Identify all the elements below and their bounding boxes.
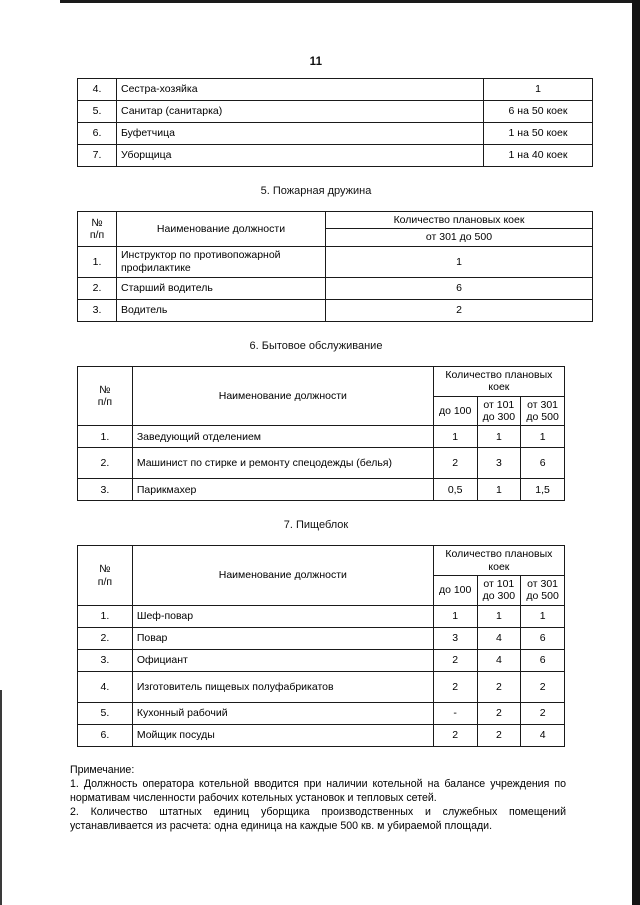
header-number-line1: № xyxy=(99,383,111,396)
header-beds-range-2: от 101 до 300 xyxy=(477,576,521,606)
row-value: 3 xyxy=(433,627,477,649)
notes-block xyxy=(70,763,566,833)
row-number: 5. xyxy=(78,101,117,123)
row-position: Мойщик посуды xyxy=(132,724,433,746)
row-value: 2 xyxy=(326,299,593,321)
table-row xyxy=(78,123,593,145)
row-value: 3 xyxy=(477,448,521,479)
row-position: Официант xyxy=(132,649,433,671)
row-value: 1 xyxy=(477,605,521,627)
table-row xyxy=(78,479,565,501)
row-value: 2 xyxy=(433,671,477,702)
row-value: 1 xyxy=(477,479,521,501)
row-position: Заведующий отделением xyxy=(132,426,433,448)
row-value: 2 xyxy=(433,649,477,671)
table-row xyxy=(78,145,593,167)
row-position: Машинист по стирке и ремонту спецодежды (белья) xyxy=(132,448,433,479)
row-value: 1 xyxy=(521,426,565,448)
table-row xyxy=(78,101,593,123)
header-number-line2: п/п xyxy=(97,396,113,408)
section-title-7: 7. Пищеблок xyxy=(283,519,349,532)
table-row xyxy=(78,79,593,101)
table-row xyxy=(78,605,565,627)
header-beds-range-1: от 301 до 500 xyxy=(326,229,593,246)
row-number: 3. xyxy=(78,479,133,501)
row-position: Старший водитель xyxy=(117,277,326,299)
row-value: 6 xyxy=(326,277,593,299)
table-row xyxy=(78,627,565,649)
row-value: 1 xyxy=(477,426,521,448)
row-position: Кухонный рабочий xyxy=(132,702,433,724)
row-position: Буфетчица xyxy=(117,123,484,145)
row-number: 4. xyxy=(78,79,117,101)
row-number: 2. xyxy=(78,448,133,479)
row-value: 2 xyxy=(477,724,521,746)
row-number: 6. xyxy=(78,123,117,145)
notes-heading: Примечание: xyxy=(70,763,135,776)
row-position: Парикмахер xyxy=(132,479,433,501)
row-value: 2 xyxy=(433,724,477,746)
row-number: 1. xyxy=(78,605,133,627)
header-position-column: Наименование должности xyxy=(117,212,326,247)
row-number: 7. xyxy=(78,145,117,167)
table-header-row xyxy=(78,212,593,229)
table-row xyxy=(78,277,593,299)
row-position: Шеф-повар xyxy=(132,605,433,627)
note-item-2: 2. Количество штатных единиц уборщика производственных и служебных помещений устанавливается из расчета: одна единица на каждые 500 кв. м убираемой площади. xyxy=(70,805,566,833)
header-beds-range-2: от 101 до 300 xyxy=(477,396,521,426)
header-position-column: Наименование должности xyxy=(132,366,433,426)
row-value: 4 xyxy=(477,649,521,671)
header-number-line2: п/п xyxy=(97,575,113,588)
row-value: 2 xyxy=(477,671,521,702)
row-value: 4 xyxy=(477,627,521,649)
row-position: Санитар (санитарка) xyxy=(117,101,484,123)
header-beds-range-1: до 100 xyxy=(433,396,477,426)
table-row xyxy=(78,649,565,671)
header-number-line1: № xyxy=(99,563,111,576)
row-value: 2 xyxy=(521,702,565,724)
row-number: 4. xyxy=(78,671,133,702)
section-title-6: 6. Бытовое обслуживание xyxy=(249,339,383,352)
row-value: 1 xyxy=(433,426,477,448)
table-row xyxy=(78,246,593,277)
header-beds-range-3: от 301 до 500 xyxy=(521,576,565,606)
row-value: 1,5 xyxy=(521,479,565,501)
row-value: 1 xyxy=(433,605,477,627)
table-row xyxy=(78,426,565,448)
row-position: Повар xyxy=(132,627,433,649)
header-number-line2: п/п xyxy=(89,228,105,241)
header-group-beds: Количество плановых коек xyxy=(433,546,564,576)
row-position: Изготовитель пищевых полуфабрикатов xyxy=(132,671,433,702)
section-title-5: 5. Пожарная дружина xyxy=(260,185,372,197)
scan-edge-right-artifact xyxy=(632,0,640,905)
row-value: 2 xyxy=(521,671,565,702)
header-group-beds: Количество плановых коек xyxy=(433,366,564,396)
page-number: 11 xyxy=(309,56,323,68)
row-number: 3. xyxy=(78,649,133,671)
table-continuation xyxy=(77,78,593,167)
table-section-7 xyxy=(77,545,565,747)
row-number: 5. xyxy=(78,702,133,724)
table-section-6 xyxy=(77,366,565,502)
table-row xyxy=(78,671,565,702)
row-position: Водитель xyxy=(117,299,326,321)
header-beds-range-1: до 100 xyxy=(433,576,477,606)
row-number: 6. xyxy=(78,724,133,746)
row-value: 1 xyxy=(484,79,593,101)
row-number: 3. xyxy=(78,299,117,321)
row-value: 6 xyxy=(521,627,565,649)
row-value: 2 xyxy=(477,702,521,724)
row-value: 6 xyxy=(521,448,565,479)
row-value: 1 xyxy=(521,605,565,627)
row-value: 1 на 50 коек xyxy=(484,123,593,145)
table-section-5 xyxy=(77,211,593,322)
header-position-column: Наименование должности xyxy=(132,546,433,606)
table-row xyxy=(78,702,565,724)
row-number: 2. xyxy=(78,277,117,299)
row-position: Инструктор по противопожарной профилактике xyxy=(117,246,326,277)
header-group-beds: Количество плановых коек xyxy=(326,212,593,229)
header-number-column xyxy=(78,546,133,606)
row-value: 6 xyxy=(521,649,565,671)
row-value: 6 на 50 коек xyxy=(484,101,593,123)
row-value: - xyxy=(433,702,477,724)
header-number-line1: № xyxy=(91,216,103,229)
row-number: 1. xyxy=(78,426,133,448)
note-item-1: 1. Должность оператора котельной вводится при наличии котельной на балансе учреждения по нормативам численности рабочих котельных установок и тепловых сетей. xyxy=(70,777,566,804)
header-number-column xyxy=(78,366,133,426)
row-value: 2 xyxy=(433,448,477,479)
row-number: 1. xyxy=(78,246,117,277)
table-header-row xyxy=(78,546,565,576)
row-position: Сестра-хозяйка xyxy=(117,79,484,101)
header-number-column xyxy=(78,212,117,247)
row-value: 1 на 40 коек xyxy=(484,145,593,167)
table-row xyxy=(78,448,565,479)
row-position: Уборщица xyxy=(117,145,484,167)
row-value: 0,5 xyxy=(433,479,477,501)
table-row xyxy=(78,724,565,746)
header-beds-range-3: от 301 до 500 xyxy=(521,396,565,426)
row-value: 1 xyxy=(326,246,593,277)
table-row xyxy=(78,299,593,321)
table-header-row xyxy=(78,366,565,396)
row-value: 4 xyxy=(521,724,565,746)
row-number: 2. xyxy=(78,627,133,649)
